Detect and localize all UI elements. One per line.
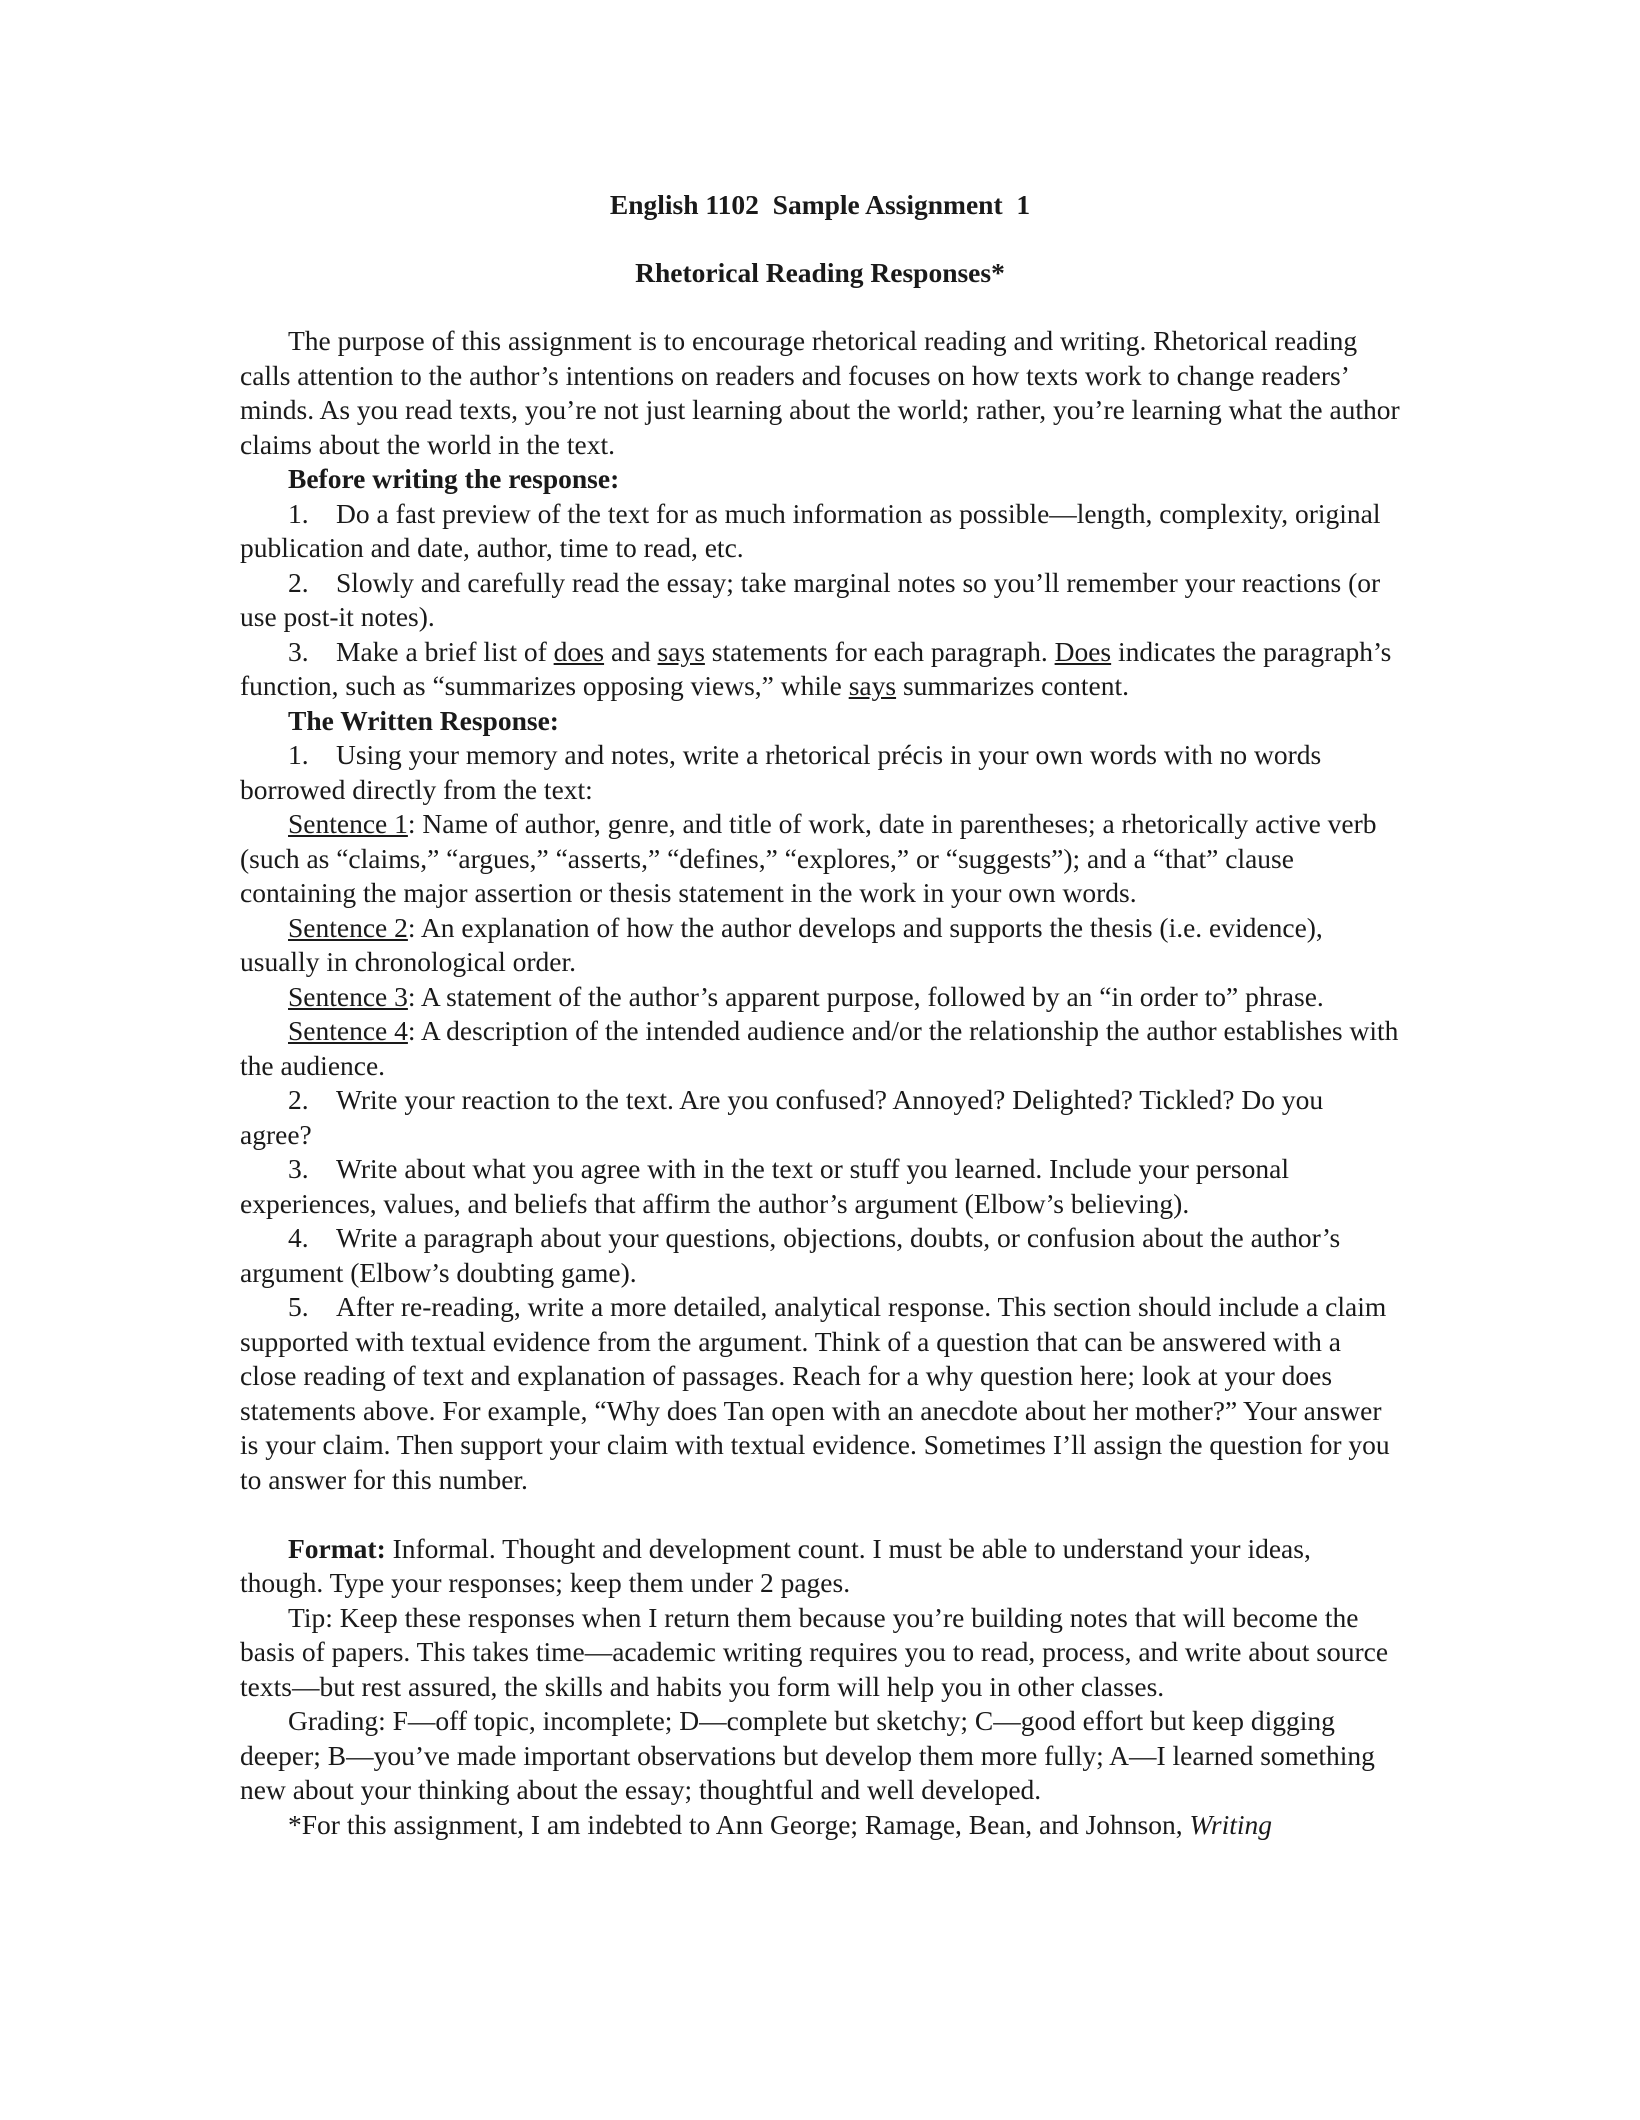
sentence-1 <box>240 807 1400 911</box>
item-text: and <box>604 635 658 667</box>
item-text: Slowly and carefully read the essay; take marginal notes so you’ll remember your reactions (or use post-it notes). <box>240 566 1381 632</box>
item-text: summarizes content. <box>896 670 1129 701</box>
written-item-4 <box>240 1221 1400 1290</box>
footnote-text: *For this assignment, I am indebted to Ann George; Ramage, Bean, and Johnson, <box>288 1808 1190 1840</box>
item-text: After re-reading, write a more detailed, analytical response. This section should include a claim supported with textual evidence from the argument. Think of a question that can be answered with a close reading of text and explanation of passages. Reach for a why question here; look at your does statements above. For example, “Why does Tan open with an anecdote about her mother?” Your answer is your claim. Then support your claim with textual evidence. Sometimes I’ll assign the question for you to answer for this number. <box>240 1291 1390 1495</box>
item-number: 1. <box>288 739 309 770</box>
sentence-text: : A statement of the author’s apparent purpose, followed by an “in order to” phrase. <box>407 980 1324 1012</box>
spacer <box>240 1497 1400 1532</box>
says-term: says <box>657 635 705 667</box>
item-text: Write your reaction to the text. Are you confused? Annoyed? Delighted? Tickled? Do you agree? <box>240 1084 1324 1150</box>
before-item-3 <box>240 635 1400 704</box>
sentence-label: Sentence 3 <box>288 980 408 1012</box>
item-number: 3. <box>288 635 309 667</box>
intro-paragraph: The purpose of this assignment is to encourage rhetorical reading and writing. Rhetorical reading calls attention to the author’s intentions on readers and focuses on how texts work to change readers’ minds. As you read texts, you’re not just learning about the world; rather, you’re learning what the author claims about the world in the text. <box>240 325 1400 460</box>
document-subtitle: Rhetorical Reading Responses* <box>635 257 1005 288</box>
item-text: Using your memory and notes, write a rhetorical précis in your own words with no words borrowed directly from the text: <box>240 739 1322 805</box>
sentence-3 <box>240 980 1400 1015</box>
item-text: Do a fast preview of the text for as much information as possible—length, complexity, original publication and date, author, time to read, etc. <box>240 497 1381 563</box>
item-number: 5. <box>288 1291 309 1322</box>
written-item-5 <box>240 1290 1400 1497</box>
sentence-4 <box>240 1014 1400 1083</box>
sentence-text: : An explanation of how the author develops and supports the thesis (i.e. evidence), usually in chronological order. <box>240 911 1323 977</box>
item-text: Write about what you agree with in the text or stuff you learned. Include your personal experiences, values, and beliefs that affirm the author’s argument (Elbow’s believing). <box>240 1153 1289 1219</box>
document-title: English 1102 Sample Assignment 1 <box>609 189 1031 220</box>
format-paragraph <box>240 1532 1400 1601</box>
written-item-2 <box>240 1083 1400 1152</box>
sentence-2 <box>240 911 1400 980</box>
before-item-1 <box>240 497 1400 566</box>
tip-paragraph: Tip: Keep these responses when I return them because you’re building notes that will become the basis of papers. This takes time—academic writing requires you to read, process, and write about source texts—but rest assured, the skills and habits you form will help you in other classes. <box>240 1601 1389 1702</box>
item-number: 2. <box>288 566 309 598</box>
format-label: Format: <box>288 1532 386 1564</box>
written-item-3 <box>240 1152 1400 1221</box>
written-heading: The Written Response: <box>288 704 559 736</box>
does-term: Does <box>1054 635 1112 667</box>
footnote-italic: Writing <box>1189 1808 1273 1840</box>
item-number: 2. <box>288 1084 309 1115</box>
item-number: 4. <box>288 1222 309 1253</box>
item-text: Make a brief list of <box>336 635 554 667</box>
format-text: Informal. Thought and development count. I must be able to understand your ideas, though. Type your responses; keep them under 2 pages. <box>240 1532 1311 1598</box>
sentence-text: : A description of the intended audience and/or the relationship the author establishes with the audience. <box>240 1015 1399 1081</box>
item-text: statements for each paragraph. <box>704 635 1055 667</box>
sentence-label: Sentence 1 <box>288 808 408 839</box>
does-term: does <box>553 635 605 667</box>
item-text: Write a paragraph about your questions, objections, doubts, or confusion about the author’s argument (Elbow’s doubting game). <box>240 1222 1341 1288</box>
sentence-text: : Name of author, genre, and title of work, date in parentheses; a rhetorically active verb (such as “claims,” “argues,” “asserts,” “defines,” “explores,” or “suggests”); and a “that” clause containing the major assertion or thesis statement in the work in your own words. <box>240 808 1377 908</box>
document-body <box>240 188 1400 1842</box>
before-item-2 <box>240 566 1400 635</box>
sentence-label: Sentence 4 <box>288 1015 408 1046</box>
sentence-label: Sentence 2 <box>288 911 408 943</box>
item-text: indicates the paragraph’s function, such as “summarizes opposing views,” while <box>240 635 1392 701</box>
item-number: 3. <box>288 1153 309 1184</box>
footnote-paragraph <box>240 1808 1400 1843</box>
grading-paragraph: Grading: F—off topic, incomplete; D—complete but sketchy; C—good effort but keep digging deeper; B—you’ve made important observations but develop them more fully; A—I learned something new about your thinking about the essay; thoughtful and well developed. <box>240 1705 1375 1805</box>
says-term: says <box>848 670 897 701</box>
item-number: 1. <box>288 497 309 529</box>
written-item-1 <box>240 738 1400 807</box>
before-heading: Before writing the response: <box>288 463 620 494</box>
